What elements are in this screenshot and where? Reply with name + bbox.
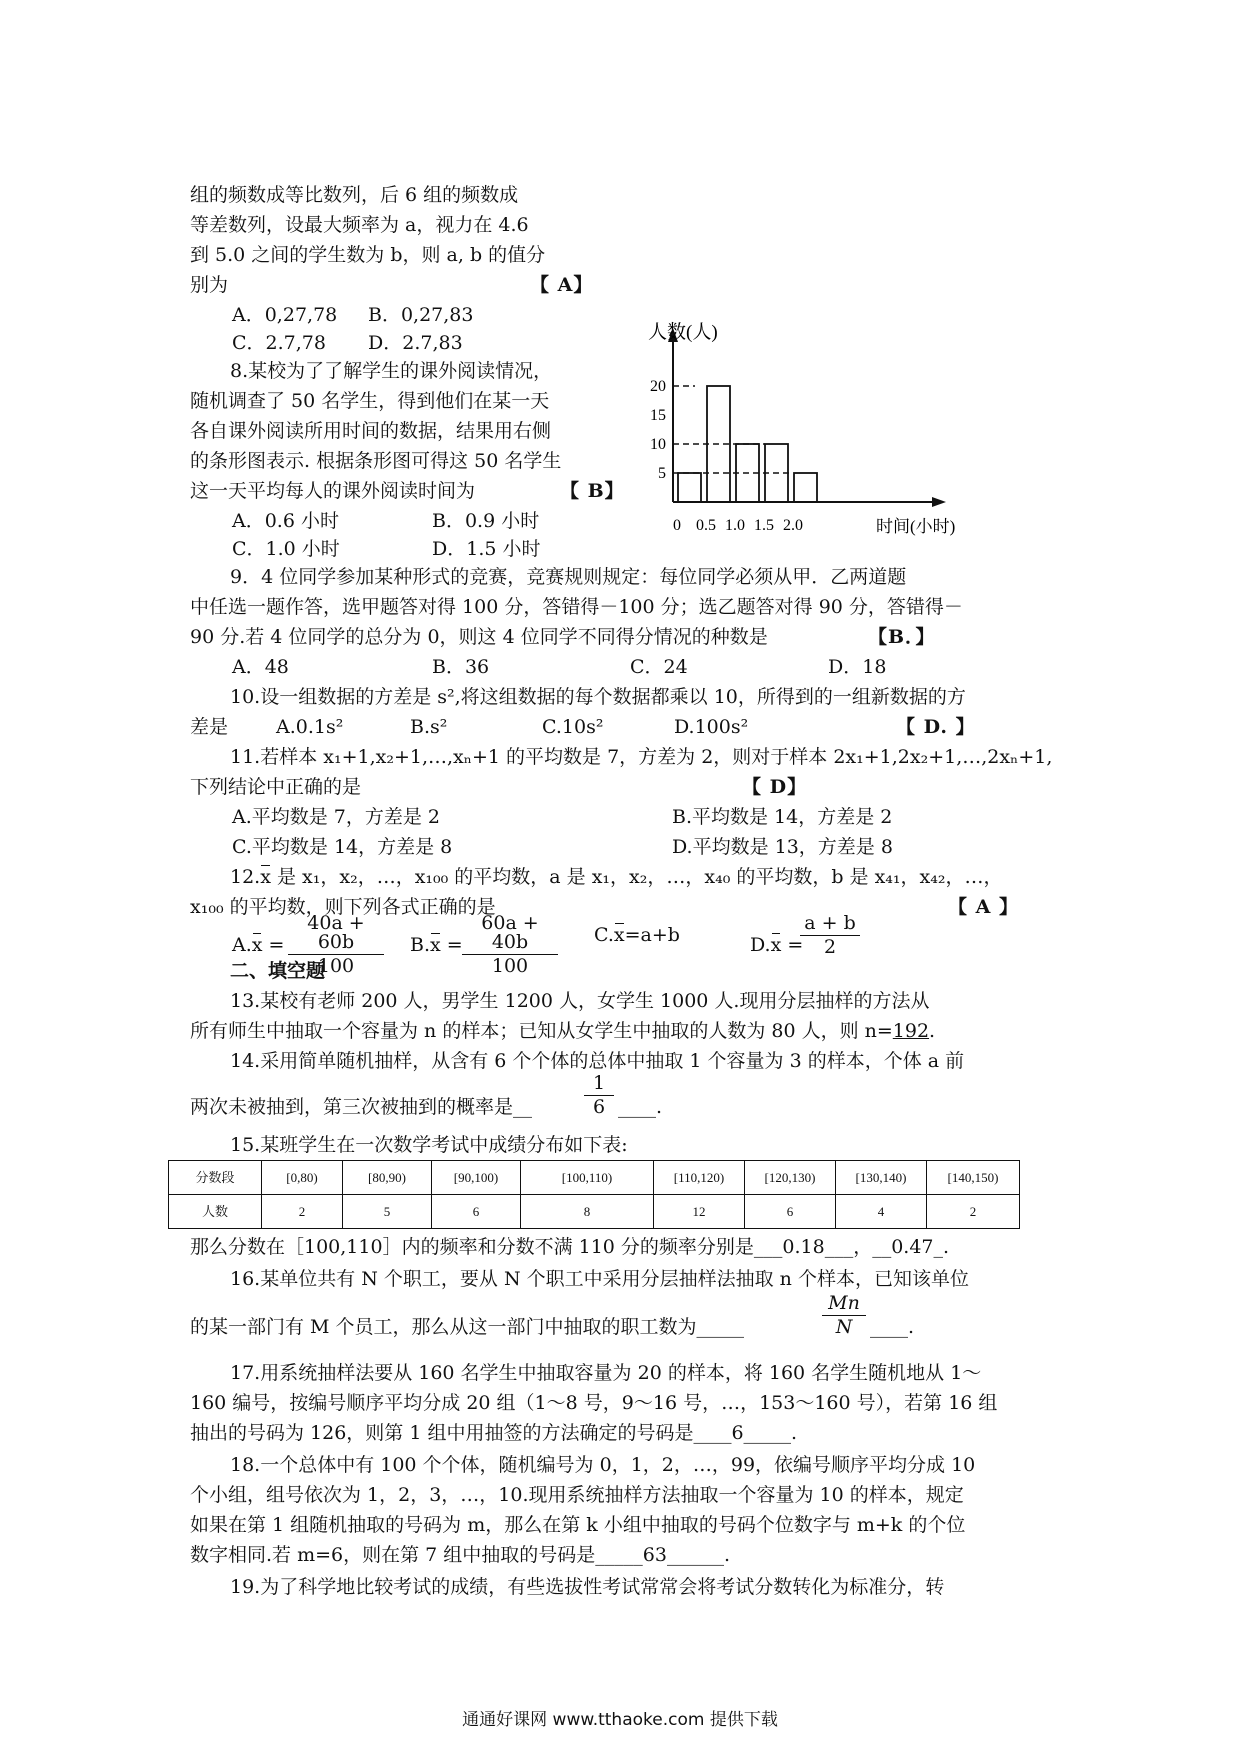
q11-option-d: D.平均数是 13，方差是 8 [672,836,893,858]
q8-line-3: 各自课外阅读所用时间的数据，结果用右侧 [190,420,552,442]
y-tick-label: 15 [650,407,666,424]
q10-option-c: C.10s² [542,716,604,738]
count-cell: 2 [262,1195,343,1229]
q8-line-2: 随机调查了 50 名学生，得到他们在某一天 [190,390,550,412]
q12-line-2: x₁₀₀ 的平均数，则下列各式正确的是 [190,896,496,918]
x-bar-symbol: x [260,866,271,888]
q12-d-denominator: 2 [823,936,837,958]
q8-line-1: 8.某校为了了解学生的课外阅读情况， [230,360,553,382]
count-cell: 5 [343,1195,432,1229]
q10-answer: 【 D. 】 [896,716,976,738]
q10-option-a: A.0.1s² [276,716,344,738]
q18-line-1: 18.一个总体中有 100 个个体，随机编号为 0，1，2，…，99，依编号顺序平均分成 10 [230,1454,976,1476]
q9-line-2: 中任选一题作答，选甲题答对得 100 分，答错得－100 分；选乙题答对得 90 分，答错得－ [190,596,963,618]
interval-cell: [100,110) [521,1161,654,1195]
count-cell: 6 [745,1195,836,1229]
q16-numerator: Mn [828,1292,860,1314]
section-heading-fill-in: 二、填空题 [230,960,326,982]
q12-option-b-label: B.x = [410,934,463,956]
x-tick-label: 1.5 [754,517,774,534]
q12-option-d-fraction [800,914,860,957]
q12-a-numerator: 40a + 60b [307,912,365,953]
q12-option-b-fraction [462,914,558,976]
q14-blank-right: ____. [618,1096,663,1118]
q10-option-b: B.s² [410,716,448,738]
q14-answer-fraction [584,1074,614,1117]
x-axis-label: 时间(小时) [876,517,956,536]
y-axis-label: 人数(人) [648,322,718,343]
q14-denominator: 6 [592,1096,606,1118]
q14-numerator: 1 [592,1072,606,1094]
q14-line-1: 14.采用简单随机抽样，从含有 6 个个体的总体中抽取 1 个容量为 3 的样本，个体 a 前 [230,1050,965,1072]
interval-cell: [110,120) [654,1161,745,1195]
x-tick-label: 1.0 [725,517,745,534]
q13-answer: 192 [892,1020,930,1042]
interval-cell: [80,90) [343,1161,432,1195]
q18-line-2: 个小组，组号依次为 1，2，3，…，10.现用系统抽样方法抽取一个容量为 10 的样本，规定 [190,1484,964,1506]
q11-line-1: 11.若样本 x₁+1,x₂+1,…,xₙ+1 的平均数是 7，方差为 2，则对于样本 2x₁+1,2x₂+1,…,2xₙ+1, [230,746,1053,768]
reading-time-bar-chart [640,316,980,546]
q18-line-3: 如果在第 1 组随机抽取的号码为 m，那么在第 k 小组中抽取的号码个位数字与 m+k 的个位 [190,1514,966,1536]
x-tick-label: 2.0 [783,517,803,534]
q9-line-1: 9．4 位同学参加某种形式的竞赛，竞赛规则规定：每位同学必须从甲．乙两道题 [230,566,907,588]
q16-answer-fraction [822,1294,866,1337]
q8-answer: 【 B】 [560,480,625,502]
q17-line-3: 抽出的号码为 126，则第 1 组中用抽签的方法确定的号码是____6_____. [190,1422,798,1444]
q12-a-denominator: 100 [317,955,355,977]
interval-cell: [120,130) [745,1161,836,1195]
q9-answer: 【B．】 [868,626,936,648]
q16-blank-right: ____. [870,1316,915,1338]
q16-line-2: 的某一部门有 M 个员工，那么从这一部门中抽取的职工数为_____ [190,1316,745,1338]
q7-line-1: 组的频数成等比数列，后 6 组的频数成 [190,184,519,206]
count-cell: 8 [521,1195,654,1229]
q12-option-d-label: D.x = [750,934,804,956]
interval-cell: [90,100) [432,1161,521,1195]
q17-line-2: 160 编号，按编号顺序平均分成 20 组（1～8 号，9～16 号，…，153～160 号），若第 16 组 [190,1392,998,1414]
x-tick-label: 0.5 [696,517,716,534]
q10-option-d: D.100s² [674,716,749,738]
q12-b-numerator: 60a + 40b [481,912,539,953]
table-row [169,1195,1020,1229]
q9-option-b: B．36 [432,656,490,678]
q8-line-4: 的条形图表示. 根据条形图可得这 50 名学生 [190,450,562,472]
q7-line-2: 等差数列，设最大频率为 a，视力在 4.6 [190,214,529,236]
q12-d-numerator: a + b [804,912,856,934]
q9-option-d: D．18 [828,656,887,678]
q7-option-a: A．0,27,78 [232,304,338,326]
q14-line-2: 两次未被抽到，第三次被抽到的概率是__ [190,1096,533,1118]
footer-source: 通通好课网 www.tthaoke.com 提供下载 [462,1710,778,1730]
q12-option-a-label: A.x = [232,934,285,956]
q17-line-1: 17.用系统抽样法要从 160 名学生中抽取容量为 20 的样本，将 160 名学生随机地从 1～ [230,1362,982,1384]
q7-line-3: 到 5.0 之间的学生数为 b，则 a, b 的值分 [190,244,546,266]
q13-line-1: 13.某校有老师 200 人，男学生 1200 人，女学生 1000 人.现用分层抽样的方法从 [230,990,930,1012]
table-row-header: 分数段 [169,1161,262,1195]
q7-option-d: D．2.7,83 [368,332,463,354]
q7-answer: 【 A】 [530,274,594,296]
q12-b-denominator: 100 [491,955,529,977]
q11-option-a: A.平均数是 7，方差是 2 [232,806,441,828]
q12-option-c: C.x=a+b [594,924,680,946]
q11-answer: 【 D】 [742,776,808,798]
interval-cell: [130,140) [836,1161,927,1195]
q19-line-1: 19.为了科学地比较考试的成绩，有些选拔性考试常常会将考试分数转化为标准分，转 [230,1576,945,1598]
table-row-header: 人数 [169,1195,262,1229]
q8-option-b: B．0.9 小时 [432,510,540,532]
table-row [169,1161,1020,1195]
count-cell: 4 [836,1195,927,1229]
q13-line-2: 所有师生中抽取一个容量为 n 的样本；已知从女学生中抽取的人数为 80 人，则 n=192. [190,1020,936,1042]
q9-line-3: 90 分.若 4 位同学的总分为 0，则这 4 位同学不同得分情况的种数是 [190,626,768,648]
y-tick-label: 5 [658,465,666,482]
count-cell: 12 [654,1195,745,1229]
y-tick-label: 20 [650,378,666,395]
q11-option-b: B.平均数是 14，方差是 2 [672,806,893,828]
q15-line-2: 那么分数在［100,110］内的频率和分数不满 110 分的频率分别是___0.18___，__0.47_. [190,1236,950,1258]
q7-option-b: B．0,27,83 [368,304,474,326]
bar-0 [678,473,701,502]
q10-line-2: 差是 [190,716,229,738]
y-tick-label: 10 [650,436,666,453]
count-cell: 2 [927,1195,1020,1229]
interval-cell: [0,80) [262,1161,343,1195]
q15-line-1: 15.某班学生在一次数学考试中成绩分布如下表: [230,1134,628,1156]
q9-option-a: A．48 [232,656,289,678]
q8-line-5: 这一天平均每人的课外阅读时间为 [190,480,476,502]
q12-line-1 [230,868,1003,887]
q18-line-4: 数字相同.若 m=6，则在第 7 组中抽取的号码是_____63______. [190,1544,730,1566]
q7-option-c: C．2.7,78 [232,332,326,354]
q8-option-d: D．1.5 小时 [432,538,541,560]
q8-option-a: A．0.6 小时 [232,510,339,532]
q9-option-c: C．24 [630,656,688,678]
q10-line-1: 10.设一组数据的方差是 s²,将这组数据的每个数据都乘以 10，所得到的一组新数据的方 [230,686,966,708]
q12-answer: 【 A 】 [948,896,1019,918]
q11-option-c: C.平均数是 14，方差是 8 [232,836,453,858]
q7-line-4: 别为 [190,274,229,296]
q12-statement: 是 x₁，x₂，…，x₁₀₀ 的平均数，a 是 x₁，x₂，…，x₄₀ 的平均数，b 是 x₄₁，x₄₂，…， [276,866,1003,888]
score-distribution-table [168,1160,1020,1229]
count-cell: 6 [432,1195,521,1229]
x-tick-label: 0 [673,517,681,534]
q16-denominator: N [835,1316,853,1338]
q12-number: 12. [230,866,261,888]
bar-2.0 [794,473,817,502]
q11-line-2: 下列结论中正确的是 [190,776,362,798]
q16-line-1: 16.某单位共有 N 个职工，要从 N 个职工中采用分层抽样法抽取 n 个样本，已知该单位 [230,1268,969,1290]
interval-cell: [140,150) [927,1161,1020,1195]
q8-option-c: C．1.0 小时 [232,538,340,560]
x-axis-arrow [932,497,946,507]
